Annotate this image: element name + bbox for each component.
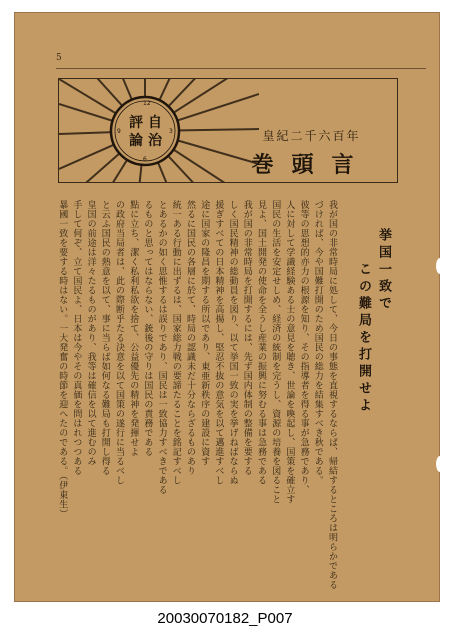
- header-banner: [58, 78, 398, 183]
- text-column: しく国民精神の総動員を図り、以て挙国一致の実を挙げねばならぬ: [227, 200, 238, 485]
- svg-text:12: 12: [143, 100, 151, 107]
- svg-text:6: 6: [143, 156, 147, 163]
- text-column: 我が国の非常時局を打開するには、先ず国内体制の整備を要する: [241, 200, 252, 476]
- emblem-char: 治: [148, 133, 162, 149]
- headline-2: この難局を打開せよ: [356, 262, 371, 415]
- text-column: の政府当局者は、此の際断乎たる決意を以て国策の遂行に当るべし: [114, 200, 124, 485]
- imperial-year: 皇紀二千六百年: [262, 129, 361, 143]
- text-column: 統一ある行動に出ずるは、国家総力戦の要諦たることを銘記すべし: [170, 200, 181, 485]
- text-column: 人に対して学識経験ある士の意見を聴き、世論を喚起し、国策を確立す: [284, 200, 295, 504]
- text-column: 暴國一致を要する時はない。一大発奮の時節を迎へたのである。（伊東生）: [57, 200, 68, 519]
- page-number: 5: [56, 53, 62, 63]
- emblem-char: 自: [148, 115, 162, 131]
- text-column: 然るに国民の各層に於て、時局の認識未だ十分ならざるものあり: [185, 200, 195, 476]
- text-column: 国民の生活を安定せしめ、経済の統制を完うし、資源の培養を図ること: [270, 200, 281, 504]
- text-column: 皇国の前途は洋々たるものがあり、我等は確信を以て進むのみ: [85, 200, 96, 466]
- text-column: 點に立ち、潔く私利私欲を捨て、公益優先の精神を発揮せよ: [128, 200, 139, 457]
- svg-text:9: 9: [117, 128, 121, 135]
- headline-1: 挙国一致で: [376, 228, 391, 313]
- page-edge-tear: [436, 258, 444, 274]
- text-column: づければ、今や国難打開のため国民の総力を結集すべき秋である。: [312, 200, 323, 485]
- text-column: とあるかの如く思惟するは誤りであり、国民は一致協力すべきである: [156, 200, 167, 495]
- emblem-char: 評: [129, 115, 143, 131]
- emblem-char: 論: [129, 133, 143, 149]
- text-column: と云ふ国民の熱意を以て、事に当らば如何なる難局も打開し得る: [99, 200, 110, 476]
- svg-text:3: 3: [169, 128, 173, 135]
- text-column: 見よ、国土開発の使命を全うし産業の振興に努むる事は急務である: [256, 200, 266, 485]
- text-column: 手して何ぞ、立て国民よ、日本は今やその真価を問はれつつある: [71, 200, 82, 476]
- text-column: 援ぎすべての日本精神を高揚し、堅忍不抜の意気を以て邁進すべし: [213, 200, 224, 485]
- text-column: 彼等の思想的亦力の根源を知り、その指導者を得る事が急務であり、: [298, 200, 309, 495]
- page-title: 巻頭言: [251, 152, 372, 178]
- text-column: 途に国家の隆昌を期する所以であり、東亜新秩序の建設に資す: [199, 200, 210, 466]
- page-edge-tear: [436, 456, 444, 472]
- text-column: 我が国の非常時局に処して、今日の事態を直視するならば、帰結するところは明らかである: [327, 200, 337, 590]
- image-id-caption: 20030070182_P007: [157, 610, 293, 627]
- page-rule: [56, 68, 426, 69]
- text-column: るものと思ってはならない、銃後の守りは国民の責務である: [142, 200, 153, 457]
